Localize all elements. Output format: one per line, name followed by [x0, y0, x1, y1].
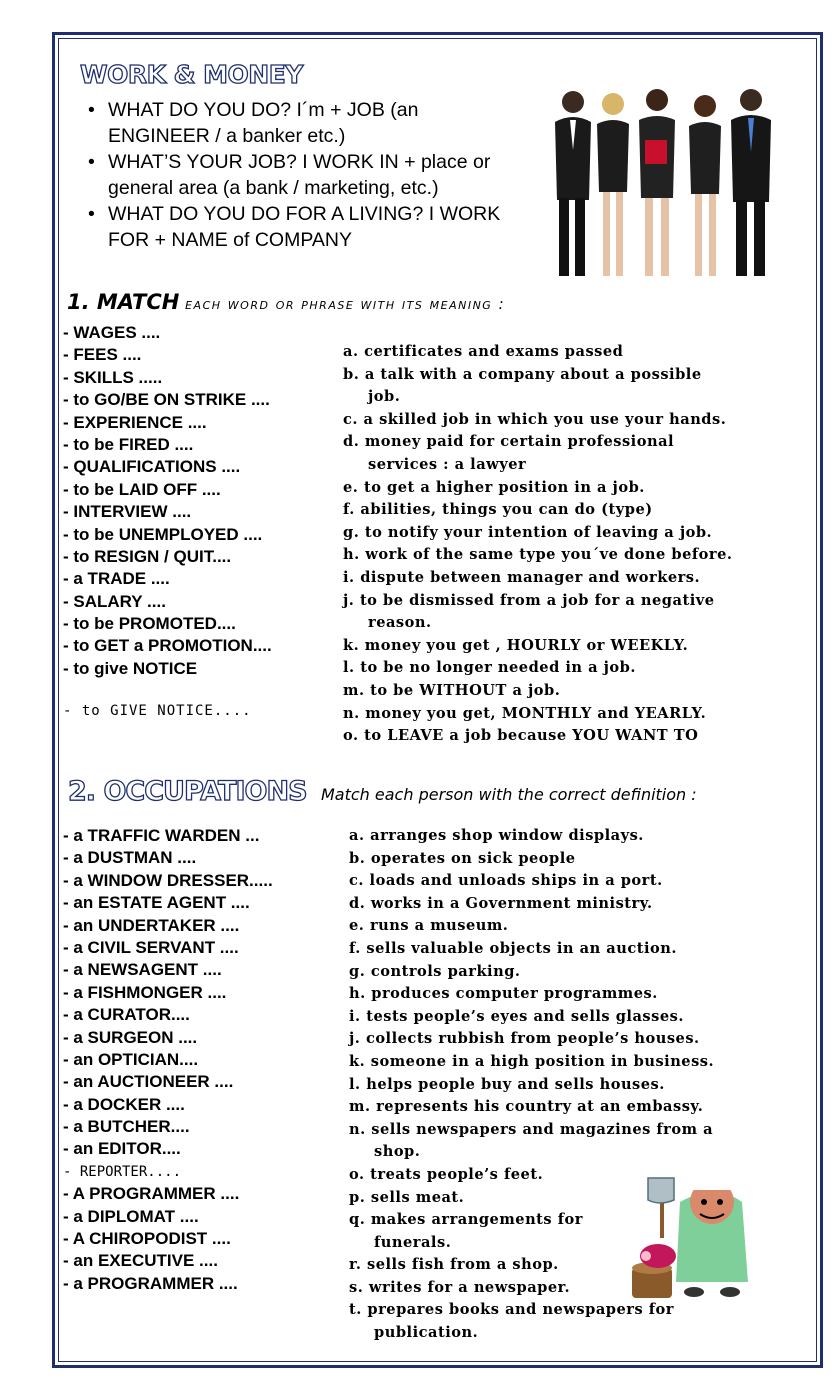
meaning-text: k. money you get , HOURLY or WEEKLY. [343, 636, 689, 654]
definition-text: b. operates on sick people [349, 849, 576, 867]
person-item: - REPORTER.... [63, 1163, 182, 1180]
meaning-item [343, 680, 732, 703]
word-item: - to GO/BE ON STRIKE .... [63, 390, 270, 410]
person-item: - an EXECUTIVE .... [63, 1251, 218, 1271]
word-item: - to be LAID OFF .... [63, 479, 221, 499]
meaning-text: b. a talk with a company about a possible [343, 365, 702, 383]
meaning-text: d. money paid for certain professional [343, 433, 675, 451]
meaning-text: c. a skilled job in which you use your hands. [343, 410, 727, 428]
definition-text: q. makes arrangements for [349, 1211, 583, 1229]
definition-item [349, 1119, 714, 1164]
person-item: - a DIPLOMAT .... [63, 1206, 199, 1226]
meaning-item [343, 409, 732, 432]
definition-item [349, 915, 714, 938]
person [639, 89, 675, 276]
person [689, 95, 721, 276]
definition-item [349, 1028, 714, 1051]
section1-words [63, 322, 272, 680]
word-item-extra: - to GIVE NOTICE.... [63, 703, 252, 719]
meaning-item [343, 364, 732, 409]
meaning-item [343, 635, 732, 658]
section1-heading [67, 290, 505, 314]
definition-text: s. writes for a newspaper. [349, 1278, 571, 1296]
meaning-text: f. abilities, things you can do (type) [343, 501, 653, 519]
person-item: - an OPTICIAN.... [63, 1049, 199, 1069]
word-item: - to be UNEMPLOYED .... [63, 524, 263, 544]
meaning-item [343, 657, 732, 680]
definition-item [349, 1299, 714, 1344]
word-item: - to be PROMOTED.... [63, 614, 236, 634]
person-item: - an ESTATE AGENT .... [63, 893, 250, 913]
intro-item: • WHAT DO YOU DO FOR A LIVING? I WORK FOR + NAME of COMPANY [86, 202, 506, 253]
person-item: - a DUSTMAN .... [63, 848, 197, 868]
section2-heading-main: 2. OCCUPATIONS [68, 776, 307, 807]
word-item: - QUALIFICATIONS .... [63, 457, 241, 477]
meaning-text: j. to be dismissed from a job for a negative [343, 591, 715, 609]
word-item: - SKILLS ..... [63, 367, 163, 387]
meaning-continuation: services : a lawyer [368, 455, 527, 473]
word-item: - to GET a PROMOTION.... [63, 636, 272, 656]
meaning-text: l. to be no longer needed in a job. [343, 659, 636, 677]
definition-text: k. someone in a high position in business. [349, 1052, 715, 1070]
definition-text: t. prepares books and newspapers for [349, 1301, 674, 1319]
meaning-item [343, 703, 732, 726]
definition-item [349, 961, 714, 984]
definition-item [349, 1096, 714, 1119]
definition-item [349, 893, 714, 916]
person-item: - a CURATOR.... [63, 1005, 190, 1025]
butcher-cartoon [630, 1172, 760, 1302]
definition-item [349, 1074, 714, 1097]
section1-heading-instruction: each word or phrase with its meaning : [185, 295, 506, 313]
definition-text: r. sells fish from a shop. [349, 1256, 559, 1274]
person [597, 93, 629, 276]
section2-heading [68, 776, 697, 807]
person-item: - a WINDOW DRESSER..... [63, 870, 273, 890]
section1-meanings [343, 341, 732, 748]
intro-list [86, 98, 506, 254]
word-item: - WAGES .... [63, 323, 161, 342]
intro-item: • WHAT DO YOU DO? I´m + JOB (an ENGINEER / a banker etc.) [86, 98, 506, 149]
meaning-text: n. money you get, MONTHLY and YEARLY. [343, 704, 707, 722]
definition-text: j. collects rubbish from people’s houses. [349, 1030, 700, 1048]
person-item: - a NEWSAGENT .... [63, 960, 222, 980]
definition-text: n. sells newspapers and magazines from a [349, 1120, 714, 1138]
definition-text: h. produces computer programmes. [349, 985, 658, 1003]
person-item: - a PROGRAMMER .... [63, 1273, 238, 1293]
word-item: - to give NOTICE [63, 658, 198, 678]
definition-text: m. represents his country at an embassy. [349, 1098, 704, 1116]
person-item: - a TRAFFIC WARDEN ... [63, 826, 260, 845]
meaning-text: o. to LEAVE a job because YOU WANT TO [343, 727, 699, 745]
definition-item [349, 938, 714, 961]
worksheet-title: WORK & MONEY [80, 60, 303, 89]
person-item: - an AUCTIONEER .... [63, 1072, 234, 1092]
person-item: - an UNDERTAKER .... [63, 915, 240, 935]
meaning-item [343, 567, 732, 590]
businesspeople-photo [545, 80, 780, 285]
person-item: - a DOCKER .... [63, 1094, 185, 1114]
person [731, 89, 771, 276]
word-item: - to RESIGN / QUIT.... [63, 546, 232, 566]
definition-text: i. tests people’s eyes and sells glasses. [349, 1007, 684, 1025]
meaning-text: e. to get a higher position in a job. [343, 478, 645, 496]
meaning-text: g. to notify your intention of leaving a job. [343, 523, 713, 541]
definition-text: c. loads and unloads ships in a port. [349, 872, 663, 890]
meaning-item [343, 725, 732, 748]
meaning-item [343, 590, 732, 635]
meaning-item [343, 544, 732, 567]
person-item: - a BUTCHER.... [63, 1117, 190, 1137]
person-item: - a FISHMONGER .... [63, 982, 227, 1002]
section1-heading-main: 1. MATCH [67, 290, 180, 314]
meaning-item [343, 522, 732, 545]
person-item: - A PROGRAMMER .... [63, 1184, 240, 1204]
word-item: - a TRADE .... [63, 569, 170, 589]
person-item: - an EDITOR.... [63, 1139, 181, 1159]
word-item: - SALARY .... [63, 591, 166, 611]
section2-people [63, 825, 273, 1295]
definition-text: a. arranges shop window displays. [349, 827, 644, 844]
word-item: - INTERVIEW .... [63, 502, 192, 522]
definition-continuation: publication. [374, 1324, 479, 1342]
meaning-text: m. to be WITHOUT a job. [343, 681, 561, 699]
person [555, 91, 591, 276]
meaning-text: i. dispute between manager and workers. [343, 568, 701, 586]
meaning-item [343, 477, 732, 500]
meaning-text: a. certificates and exams passed [343, 343, 624, 360]
meaning-continuation: reason. [368, 614, 432, 632]
definition-item [349, 825, 714, 848]
definition-text: f. sells valuable objects in an auction. [349, 939, 677, 957]
meaning-item [343, 499, 732, 522]
word-item: - EXPERIENCE .... [63, 412, 207, 432]
definition-text: l. helps people buy and sells houses. [349, 1075, 665, 1093]
word-item: - FEES .... [63, 345, 142, 365]
definition-continuation: shop. [374, 1143, 421, 1161]
section2-heading-instruction: Match each person with the correct definition : [320, 785, 697, 804]
definition-text: e. runs a museum. [349, 917, 509, 935]
definition-text: o. treats people’s feet. [349, 1165, 544, 1183]
definition-item [349, 1051, 714, 1074]
definition-continuation: funerals. [374, 1233, 452, 1251]
person-item: - a CIVIL SERVANT .... [63, 937, 239, 957]
definition-text: p. sells meat. [349, 1188, 465, 1206]
definition-item [349, 848, 714, 871]
definition-item [349, 983, 714, 1006]
definition-text: g. controls parking. [349, 962, 521, 980]
definition-item [349, 870, 714, 893]
person-item: - A CHIROPODIST .... [63, 1229, 231, 1249]
definition-item [349, 1006, 714, 1029]
meaning-item [343, 341, 732, 364]
meaning-text: h. work of the same type you´ve done before. [343, 546, 733, 564]
meaning-continuation: job. [368, 388, 401, 406]
person-item: - a SURGEON .... [63, 1027, 198, 1047]
word-item: - to be FIRED .... [63, 434, 194, 454]
definition-text: d. works in a Government ministry. [349, 894, 653, 912]
meaning-item [343, 431, 732, 476]
intro-item: • WHAT’S YOUR JOB? I WORK IN + place or general area (a bank / marketing, etc.) [86, 150, 506, 201]
